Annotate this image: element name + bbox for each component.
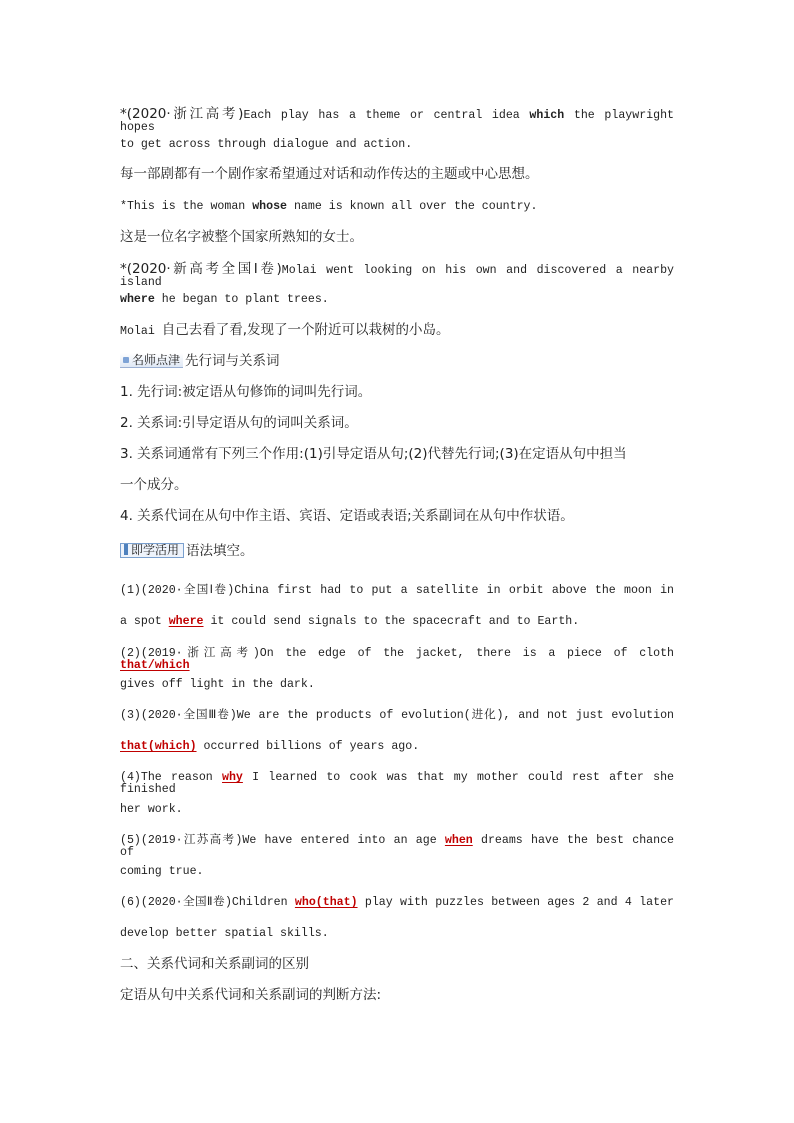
question-4-line-2: her work. bbox=[120, 803, 183, 816]
question-3-line-1: (3)(2020·全国Ⅲ卷)We are the products of evolution(进化), and not just evolution bbox=[120, 709, 674, 722]
answer-3: that(which) bbox=[120, 740, 197, 753]
section-2-subheading: 定语从句中关系代词和关系副词的判断方法: bbox=[120, 987, 382, 1003]
example-3-translation: Molai 自己去看了看,发现了一个附近可以栽树的小岛。 bbox=[120, 322, 450, 338]
point-2: 2. 关系词:引导定语从句的词叫关系词。 bbox=[120, 415, 358, 431]
answer-5: when bbox=[444, 834, 473, 847]
point-4: 4. 关系代词在从句中作主语、宾语、定语或表语;关系副词在从句中作状语。 bbox=[120, 508, 574, 524]
question-4-line-1: (4)The reason why I learned to cook was that my mother could rest after she finished bbox=[120, 771, 675, 796]
answer-6: who(that) bbox=[294, 896, 358, 909]
section-2-heading: 二、关系代词和关系副词的区别 bbox=[120, 956, 309, 972]
tip-badge: 名师点津 bbox=[120, 353, 183, 368]
example-3-line-1: *(2020·新高考全国Ⅰ卷)Molai went looking on his own and discovered a nearby island bbox=[120, 261, 674, 289]
answer-4: why bbox=[222, 771, 243, 784]
question-5-line-1: (5)(2019·江苏高考)We have entered into an age when dreams have the best chance of bbox=[120, 834, 674, 859]
example-2-line: *This is the woman whose name is known all over the country. bbox=[120, 200, 538, 213]
question-2-line-1: (2)(2019·浙江高考)On the edge of the jacket, there is a piece of cloth that/which bbox=[120, 647, 674, 672]
example-1-translation: 每一部剧都有一个剧作家希望通过对话和动作传达的主题或中心思想。 bbox=[120, 166, 539, 182]
bookmark-icon bbox=[124, 544, 128, 555]
point-1: 1. 先行词:被定语从句修饰的词叫先行词。 bbox=[120, 384, 372, 400]
answer-1: where bbox=[168, 615, 204, 628]
point-3: 3. 关系词通常有下列三个作用:(1)引导定语从句;(2)代替先行词;(3)在定语从句中担当 bbox=[120, 446, 627, 462]
keyword-whose: whose bbox=[252, 200, 287, 213]
question-1-line-2: a spot where it could send signals to the spacecraft and to Earth. bbox=[120, 615, 580, 628]
example-2-translation: 这是一位名字被整个国家所熟知的女士。 bbox=[120, 229, 363, 245]
practice-badge: 即学活用 bbox=[120, 543, 184, 558]
example-3-line-2: where he began to plant trees. bbox=[120, 293, 329, 306]
question-2-line-2: gives off light in the dark. bbox=[120, 678, 315, 691]
keyword-where: where bbox=[120, 293, 155, 306]
example-1-line-2: to get across through dialogue and action. bbox=[120, 138, 413, 151]
question-1-line-1: (1)(2020·全国Ⅰ卷)China first had to put a satellite in orbit above the moon in bbox=[120, 584, 674, 597]
practice-heading: 即学活用 语法填空。 bbox=[120, 543, 254, 559]
answer-2: that/which bbox=[120, 658, 190, 672]
question-6-line-1: (6)(2020·全国Ⅱ卷)Children who(that) play with puzzles between ages 2 and 4 later bbox=[120, 896, 674, 909]
question-3-line-2: that(which) occurred billions of years ago. bbox=[120, 740, 420, 753]
tip-icon bbox=[123, 357, 129, 363]
keyword-which: which bbox=[529, 109, 565, 122]
tip-heading: 名师点津 先行词与关系词 bbox=[120, 353, 280, 369]
example-1-line-1: *(2020·浙江高考)Each play has a theme or central idea which the playwright hopes bbox=[120, 106, 674, 134]
question-5-line-2: coming true. bbox=[120, 865, 204, 878]
question-6-line-2: develop better spatial skills. bbox=[120, 927, 329, 940]
point-3-cont: 一个成分。 bbox=[120, 477, 188, 493]
